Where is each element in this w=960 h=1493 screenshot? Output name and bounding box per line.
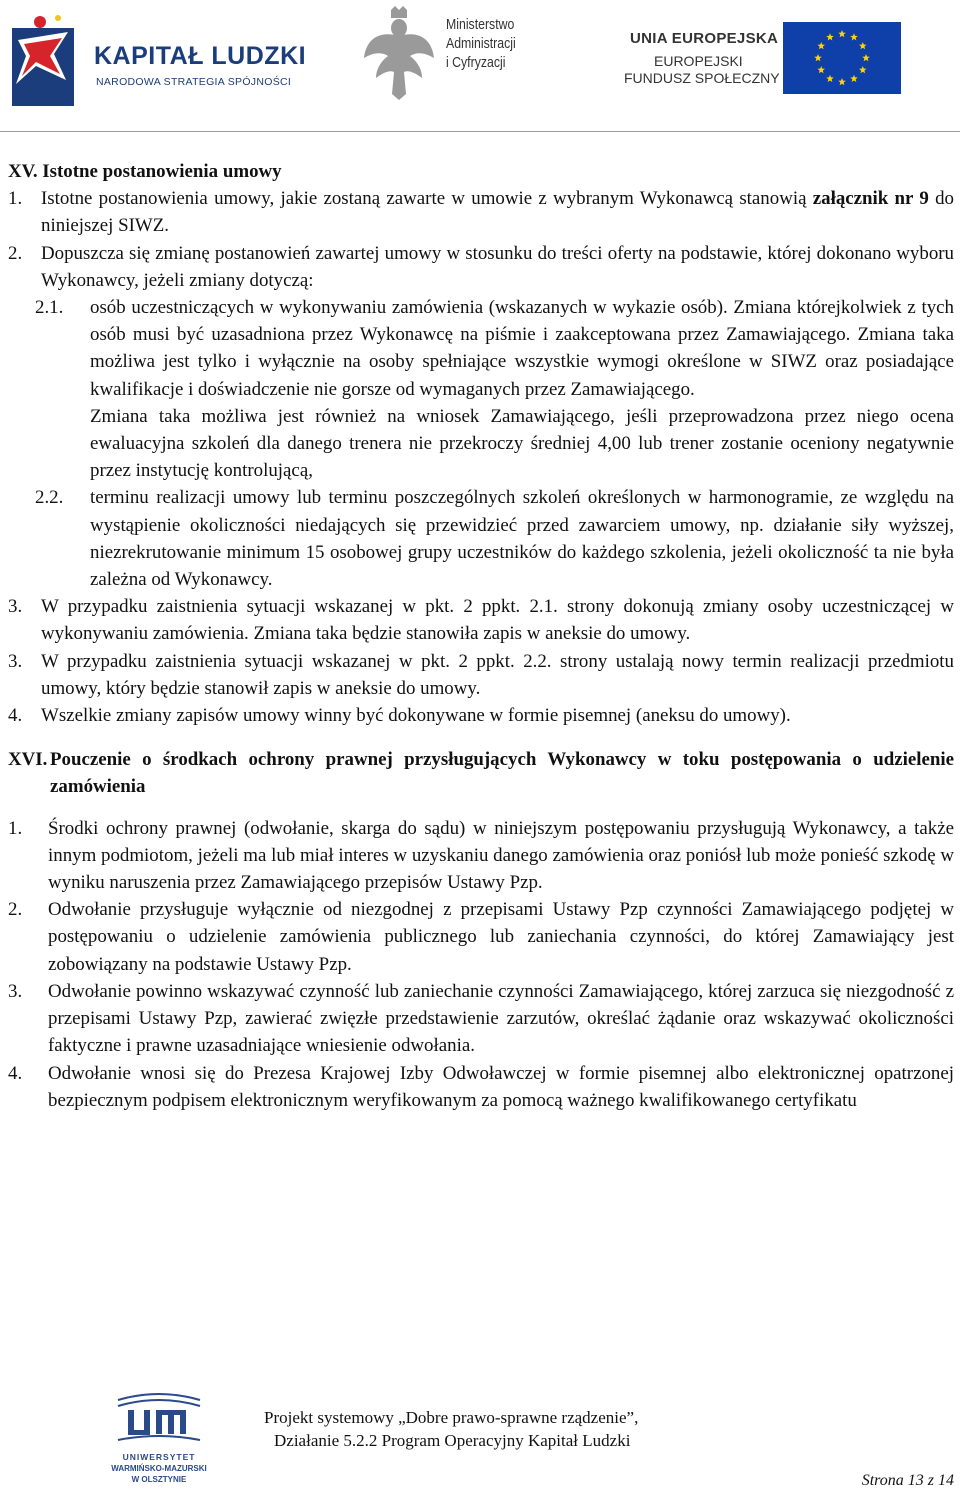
- section-16-item-2: [8, 896, 954, 978]
- section-15-item-3a: [8, 593, 954, 647]
- list-text: [41, 185, 954, 239]
- list-number: 2.: [8, 242, 23, 264]
- list-number: 2.1.: [35, 297, 64, 319]
- list-number: 1.: [8, 188, 23, 210]
- uwm-name-line-2: WARMIŃSKO-MAZURSKI: [111, 1464, 207, 1473]
- ministry-logo: [360, 6, 560, 116]
- kapital-ludzki-title: KAPITAŁ LUDZKI: [94, 42, 307, 70]
- section-16-title: [8, 746, 954, 800]
- polish-eagle-icon: [360, 6, 438, 102]
- item-1-text-start: Istotne postanowienia umowy, jakie zostaną zawarte w umowie z wybranym Wykonawcą stanowią: [41, 188, 813, 210]
- eu-flag-icon: [783, 22, 901, 94]
- document-body: [8, 158, 954, 1114]
- list-text: Odwołanie wnosi się do Prezesa Krajowej Izby Odwoławczej w formie pisemnej albo elektronicznej opatrzonej bezpiecznym podpisem elektronicznym weryfikowanym za pomocą ważnego kwalifikowanego certyfikatu: [48, 1062, 954, 1111]
- section-15-subitem-2-2: [35, 484, 954, 593]
- list-number: 3.: [8, 980, 23, 1002]
- list-text: W przypadku zaistnienia sytuacji wskazanej w pkt. 2 ppkt. 2.2. strony ustalają nowy termin realizacji przedmiotu umowy, który będzie stanowił zapis w aneksie do umowy.: [41, 650, 954, 699]
- section-15-title: XV. Istotne postanowienia umowy: [8, 161, 282, 182]
- page-number: Strona 13 z 14: [861, 1472, 954, 1489]
- list-number: 2.2.: [35, 487, 64, 509]
- list-text: Dopuszcza się zmianę postanowień zawartej umowy w stosunku do treści oferty na podstawie, której dokonano wyboru Wykonawcy, jeżeli zmiany dotyczą:: [41, 242, 954, 291]
- ministry-name-line-3: i Cyfryzacji: [446, 54, 506, 71]
- subitem-2-1-text-2: Zmiana taka możliwa jest również na wniosek Zamawiającego, jeśli przeprowadzona przez niego ocena ewaluacyjna szkoleń dla danego trenera nie przekroczy średniej 4,00 lub trener zostanie oceniony negatywnie przez instytucję kontrolującą,: [90, 405, 954, 482]
- list-number: 3.: [8, 650, 23, 672]
- list-text: Wszelkie zmiany zapisów umowy winny być dokonywane w formie pisemnej (aneksu do umowy).: [41, 705, 791, 727]
- section-15-item-3b: [8, 648, 954, 702]
- ministry-name-line-2: Administracji: [446, 35, 516, 52]
- list-number: 4.: [8, 705, 23, 727]
- eu-logo-line-1: UNIA EUROPEJSKA: [630, 30, 779, 47]
- section-16-title-text: Pouczenie o środkach ochrony prawnej przysługujących Wykonawcy w toku postępowania o udzielenie zamówienia: [50, 749, 954, 798]
- uwm-book-icon: [114, 1386, 204, 1446]
- list-number: 3.: [8, 596, 23, 618]
- list-text: [90, 294, 954, 484]
- section-16-number: XVI.: [8, 749, 48, 771]
- section-16-item-4: [8, 1060, 954, 1114]
- page-footer: [0, 1380, 960, 1493]
- project-program: Działanie 5.2.2 Program Operacyjny Kapitał Ludzki: [274, 1431, 631, 1450]
- uwm-name-line-3: W OLSZTYNIE: [131, 1475, 187, 1484]
- uwm-logo: [104, 1386, 214, 1491]
- list-number: 2.: [8, 899, 23, 921]
- eu-logo-line-3: FUNDUSZ SPOŁECZNY: [624, 70, 780, 86]
- project-name: Projekt systemowy „Dobre prawo-sprawne rządzenie”,: [264, 1408, 639, 1427]
- list-text: Odwołanie powinno wskazywać czynność lub zaniechanie czynności Zamawiającego, której zarzuca się niezgodność z przepisami Ustawy Pzp, zawierać zwięzłe przedstawienie zarzutów, określać żądanie oraz wskazywać okoliczności faktyczne i prawne uzasadniające wniesienie odwołania.: [48, 980, 954, 1057]
- item-1-attachment-ref: załącznik nr 9: [812, 188, 929, 210]
- header-divider: [0, 131, 960, 132]
- section-15-item-2: [8, 240, 954, 294]
- eu-logo: [620, 22, 905, 102]
- section-15-item-4: [8, 702, 954, 729]
- kapital-ludzki-subtitle: NARODOWA STRATEGIA SPÓJNOŚCI: [96, 76, 292, 88]
- section-16-item-3: [8, 978, 954, 1060]
- section-15-item-1: [8, 185, 954, 239]
- uwm-name-line-1: UNIWERSYTET: [122, 1452, 196, 1462]
- list-text: Środki ochrony prawnej (odwołanie, skarga do sądu) w niniejszym postępowaniu przysługują Wykonawcy, a także innym podmiotom, jeżeli ma lub miał interes w uzyskaniu danego zamówienia oraz poniósł lub może ponieść szkodę w wyniku naruszenia przez Zamawiającego przepisów Ustawy Pzp.: [48, 817, 954, 894]
- list-number: 1.: [8, 817, 23, 839]
- section-16-item-1: [8, 815, 954, 897]
- kapital-ludzki-logo: [6, 10, 336, 110]
- list-text: terminu realizacji umowy lub terminu poszczególnych szkoleń określonych w harmonogramie, ze względu na wystąpienie okoliczności niedających się przewidzieć przed zawarciem umowy, np. działanie siły wyższej, niezrekrutowanie minimum 15 osobowej grupy uczestników do każdego szkolenia, jeżeli okoliczność ta nie była zależna od Wykonawcy.: [90, 487, 954, 591]
- eu-logo-line-2: EUROPEJSKI: [654, 53, 743, 69]
- list-text: Odwołanie przysługuje wyłącznie od niezgodnej z przepisami Ustawy Pzp czynności Zamawiającego podjętej w postępowaniu o udzielenie zamówienia publicznego lub zaniechania czynności, do której Zamawiający jest zobowiązany na podstawie Ustawy Pzp.: [48, 899, 954, 975]
- list-text: W przypadku zaistnienia sytuacji wskazanej w pkt. 2 ppkt. 2.1. strony dokonują zmiany osoby uczestniczącej w wykonywaniu zamówienia. Zmiana taka będzie stanowiła zapis w aneksie do umowy.: [41, 596, 954, 645]
- item-1-text-end: do niniejszej SIWZ.: [41, 188, 954, 237]
- ministry-name-line-1: Ministerstwo: [446, 16, 515, 33]
- kapital-ludzki-star-icon: [6, 10, 86, 110]
- list-number: 4.: [8, 1062, 23, 1084]
- page-header: [0, 0, 960, 135]
- subitem-2-1-text: osób uczestniczących w wykonywaniu zamówienia (wskazanych w wykazie osób). Zmiana którejkolwiek z tych osób musi być uzasadniona przez Wykonawcę na piśmie i zaakceptowana przez Zamawiającego. Zmiana taka możliwa jest tylko i wyłącznie na osoby spełniające wszystkie wymogi określone w SIWZ oraz posiadające kwalifikacje i doświadczenie nie gorsze od wymaganych przez Zamawiającego.: [90, 297, 954, 400]
- section-15-subitem-2-1: [35, 294, 954, 484]
